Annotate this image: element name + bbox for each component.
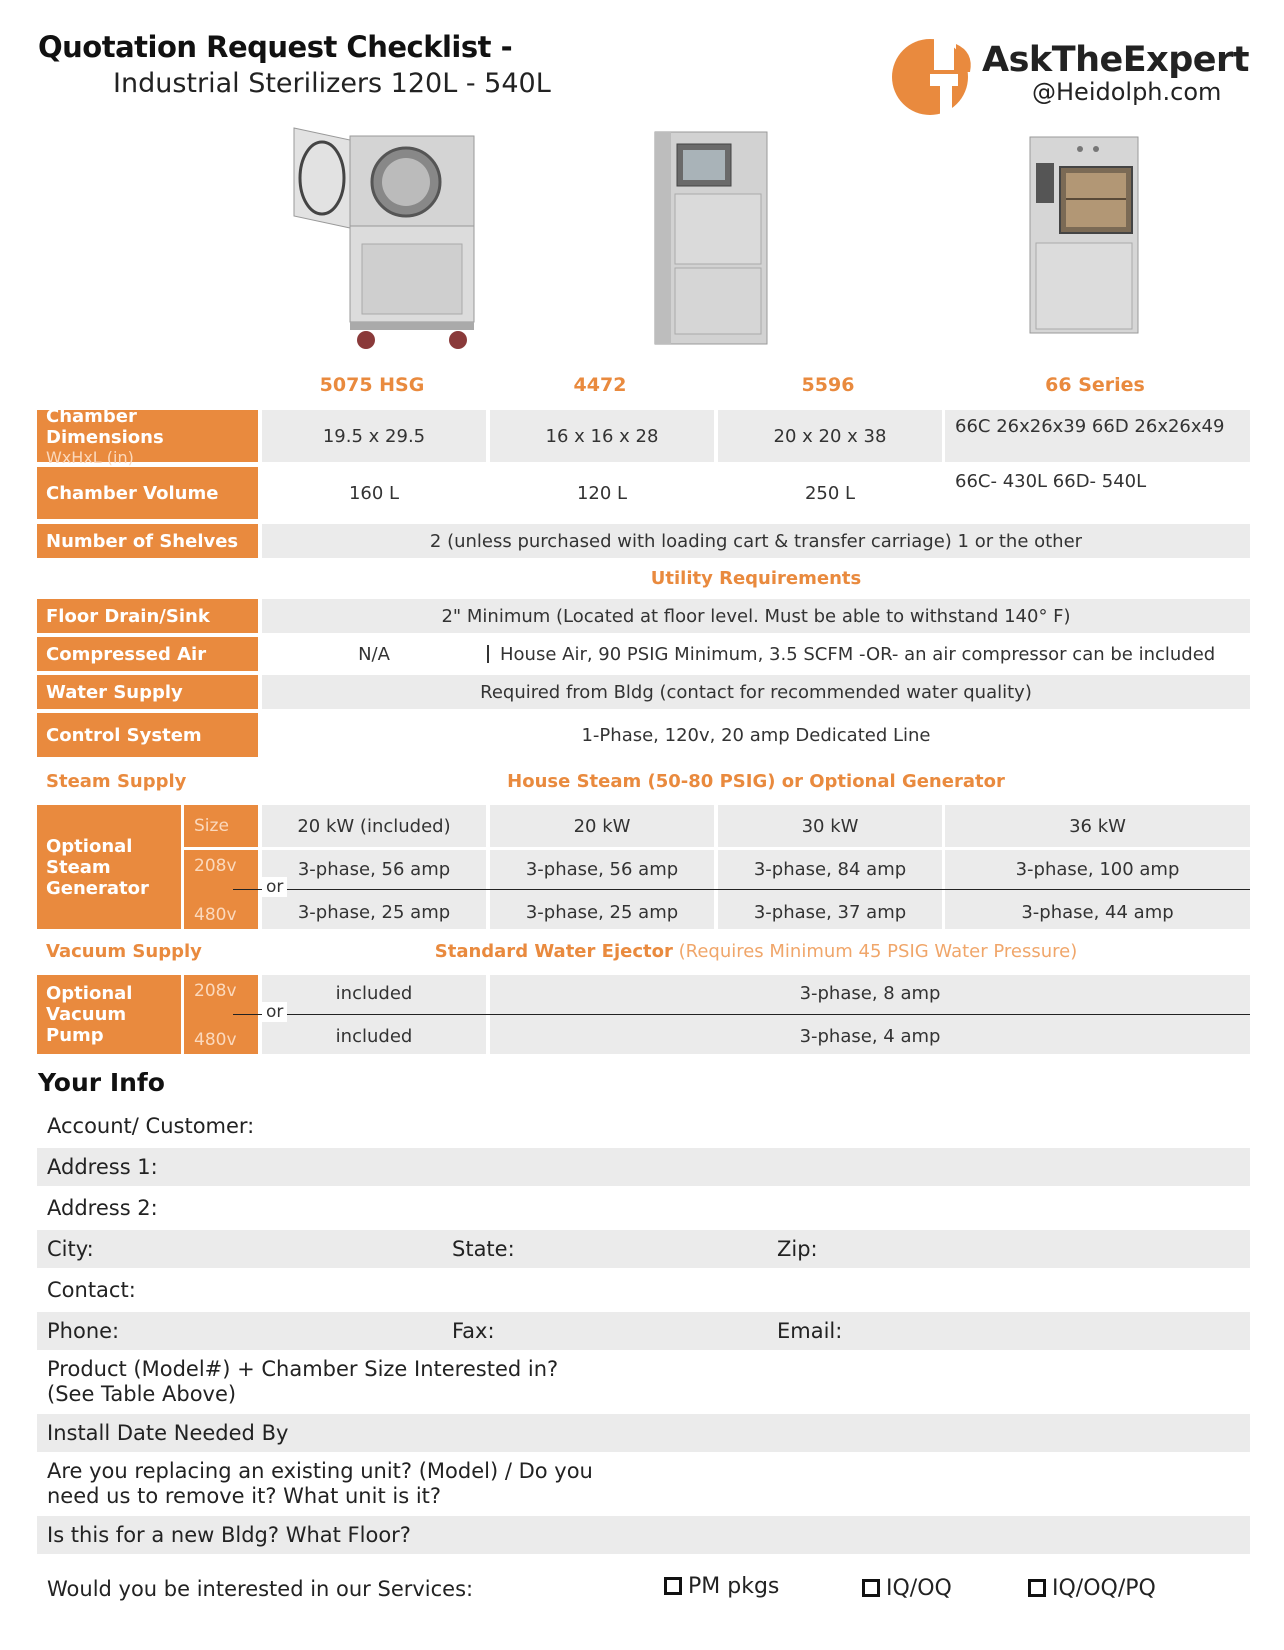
- shelves-label: [37, 524, 258, 558]
- zip-label: Zip:: [777, 1237, 818, 1261]
- vacuum-480v-label: 480v: [194, 1030, 237, 1050]
- sterilizer-4472-image: [645, 128, 780, 350]
- steam-208v-66-series: 3-phase, 100 amp: [1015, 858, 1180, 880]
- product-note: (See Table Above): [47, 1382, 237, 1406]
- dimensions-5596: 20 x 20 x 38: [718, 410, 942, 462]
- checkbox-pm-pkgs[interactable]: [664, 1577, 682, 1595]
- steam-size-label: Size: [184, 805, 258, 847]
- new-bldg-row[interactable]: [37, 1516, 1250, 1554]
- address2-row[interactable]: [37, 1189, 1250, 1227]
- steam-size-4472: 20 kW: [490, 805, 714, 847]
- logo-brand: AskTheExpert: [982, 40, 1249, 80]
- steam-480v-5596: 3-phase, 37 amp: [753, 901, 907, 923]
- vacuum-pump-label: [37, 975, 181, 1054]
- control-system-value: 1-Phase, 120v, 20 amp Dedicated Line: [581, 724, 931, 746]
- dimensions-5075: 19.5 x 29.5: [262, 410, 486, 462]
- contact-row[interactable]: [37, 1271, 1250, 1309]
- compressed-air-label: [37, 637, 258, 671]
- steam-supply-label: Steam Supply: [46, 771, 187, 792]
- control-system-label: [37, 713, 258, 757]
- your-info-heading: Your Info: [38, 1068, 165, 1097]
- replace-unit-row[interactable]: [37, 1455, 1250, 1513]
- contact-label: Contact:: [47, 1278, 136, 1302]
- steam-480v-label: 480v: [194, 905, 237, 925]
- compressed-air-title: Compressed Air: [46, 643, 207, 665]
- steam-divider-line: [233, 889, 1250, 890]
- sterilizer-66-series-image: [1026, 133, 1144, 339]
- compressed-air-value: House Air, 90 PSIG Minimum, 3.5 SCFM -OR- an air compressor can be included: [500, 643, 1216, 665]
- shelves-title: Number of Shelves: [46, 530, 239, 552]
- floor-drain-title: Floor Drain/Sink: [46, 605, 210, 627]
- steam-generator-label: [37, 805, 181, 929]
- vacuum-208v-label: 208v: [194, 981, 237, 1001]
- steam-208v-5596: 3-phase, 84 amp: [753, 858, 907, 880]
- fax-label: Fax:: [452, 1319, 495, 1343]
- water-supply-title: Water Supply: [46, 681, 183, 703]
- steam-generator-title: Optional Steam Generator: [46, 835, 149, 899]
- steam-480v-66-series: 3-phase, 44 amp: [1021, 901, 1174, 923]
- new-bldg-label: Is this for a new Bldg? What Floor?: [47, 1523, 411, 1547]
- steam-480v-5075: 3-phase, 25 amp: [297, 901, 451, 923]
- replace-unit-label-2: need us to remove it? What unit is it?: [47, 1484, 442, 1508]
- steam-size-5596: 30 kW: [718, 805, 942, 847]
- floor-drain-label: [37, 599, 258, 633]
- product-row[interactable]: [37, 1353, 1250, 1411]
- vacuum-supply-label: Vacuum Supply: [46, 941, 202, 962]
- address1-label: Address 1:: [47, 1155, 158, 1179]
- chamber-volume-label: [37, 467, 258, 519]
- vacuum-ejector-text: Standard Water Ejector: [434, 941, 673, 962]
- vacuum-pump-title: Optional Vacuum Pump: [46, 983, 133, 1046]
- vacuum-208v-5075: included: [335, 982, 413, 1004]
- checkbox-iq-oq-pq[interactable]: [1028, 1579, 1046, 1597]
- vacuum-divider-line: [233, 1014, 1250, 1015]
- compressed-air-divider: [487, 645, 489, 663]
- volume-5075: 160 L: [348, 482, 400, 504]
- account-label: Account/ Customer:: [47, 1114, 255, 1138]
- phone-fax-email-row[interactable]: [37, 1312, 1250, 1350]
- page-subtitle: Industrial Sterilizers 120L - 540L: [113, 68, 551, 99]
- compressed-air-na: N/A: [358, 643, 390, 665]
- steam-480v-4472: 3-phase, 25 amp: [525, 901, 679, 923]
- steam-or-label: or: [262, 877, 287, 897]
- product-label: Product (Model#) + Chamber Size Interested in?: [47, 1357, 559, 1381]
- vacuum-ejector-note: (Requires Minimum 45 PSIG Water Pressure): [678, 941, 1078, 962]
- floor-drain-value: 2" Minimum (Located at floor level. Must be able to withstand 140° F): [262, 599, 1250, 633]
- replace-unit-label: Are you replacing an existing unit? (Model) / Do you: [47, 1459, 593, 1483]
- model-5596-heading: 5596: [801, 374, 855, 396]
- steam-208v-label: 208v: [194, 856, 237, 876]
- chamber-dimensions-label: [37, 405, 258, 467]
- water-supply-value: Required from Bldg (contact for recommended water quality): [262, 675, 1250, 709]
- volume-66-series: 66C- 430L 66D- 540L: [955, 471, 1147, 492]
- chamber-dimensions-title: Chamber Dimensions: [46, 405, 164, 448]
- chamber-dimensions-unit: WxHxL (in): [46, 447, 134, 467]
- address2-label: Address 2:: [47, 1196, 158, 1220]
- service-iq-oq-pq[interactable]: [1028, 1576, 1156, 1601]
- service-iq-oq-pq-label: IQ/OQ/PQ: [1052, 1576, 1156, 1601]
- install-date-label: Install Date Needed By: [47, 1421, 289, 1445]
- logo-domain: @Heidolph.com: [1032, 78, 1222, 106]
- model-4472-heading: 4472: [573, 374, 627, 396]
- steam-size-5075: 20 kW (included): [262, 805, 486, 847]
- service-pm-pkgs[interactable]: [664, 1574, 779, 1599]
- model-5075-heading: 5075 HSG: [319, 374, 425, 396]
- volume-4472: 120 L: [576, 482, 628, 504]
- account-row[interactable]: [37, 1107, 1250, 1145]
- utility-requirements-heading: Utility Requirements: [650, 568, 862, 589]
- vacuum-480v-others: 3-phase, 4 amp: [799, 1025, 941, 1047]
- steam-208v-4472: 3-phase, 56 amp: [525, 858, 679, 880]
- install-date-row[interactable]: [37, 1414, 1250, 1452]
- service-iq-oq[interactable]: [862, 1576, 952, 1601]
- state-label: State:: [452, 1237, 515, 1261]
- checkbox-iq-oq[interactable]: [862, 1579, 880, 1597]
- page-title: Quotation Request Checklist -: [38, 30, 513, 64]
- vacuum-480v-5075: included: [335, 1025, 413, 1047]
- services-question: Would you be interested in our Services:: [47, 1577, 474, 1601]
- steam-size-66-series: 36 kW: [945, 805, 1250, 847]
- steam-supply-value: House Steam (50-80 PSIG) or Optional Generator: [507, 771, 1005, 792]
- control-system-title: Control System: [46, 724, 202, 746]
- dimensions-4472: 16 x 16 x 28: [490, 410, 714, 462]
- city-label: City:: [47, 1237, 94, 1261]
- volume-5596: 250 L: [804, 482, 856, 504]
- email-label: Email:: [777, 1319, 843, 1343]
- city-state-zip-row[interactable]: [37, 1230, 1250, 1268]
- phone-label: Phone:: [47, 1319, 120, 1343]
- dimensions-66-series: 66C 26x26x39 66D 26x26x49: [945, 410, 1250, 462]
- steam-208v-5075: 3-phase, 56 amp: [297, 858, 451, 880]
- vacuum-supply-value: [262, 941, 1250, 962]
- water-supply-label: [37, 675, 258, 709]
- vacuum-208v-others: 3-phase, 8 amp: [799, 982, 941, 1004]
- shelves-value: 2 (unless purchased with loading cart & transfer carriage) 1 or the other: [262, 524, 1250, 558]
- address1-row[interactable]: [37, 1148, 1250, 1186]
- chamber-volume-title: Chamber Volume: [46, 482, 219, 504]
- service-pm-pkgs-label: PM pkgs: [688, 1574, 780, 1599]
- service-iq-oq-label: IQ/OQ: [886, 1576, 952, 1601]
- vacuum-or-label: or: [262, 1002, 287, 1022]
- heidolph-logo-icon: [890, 34, 976, 116]
- sterilizer-5075-image: [290, 122, 490, 354]
- model-66-series-heading: 66 Series: [1045, 374, 1145, 396]
